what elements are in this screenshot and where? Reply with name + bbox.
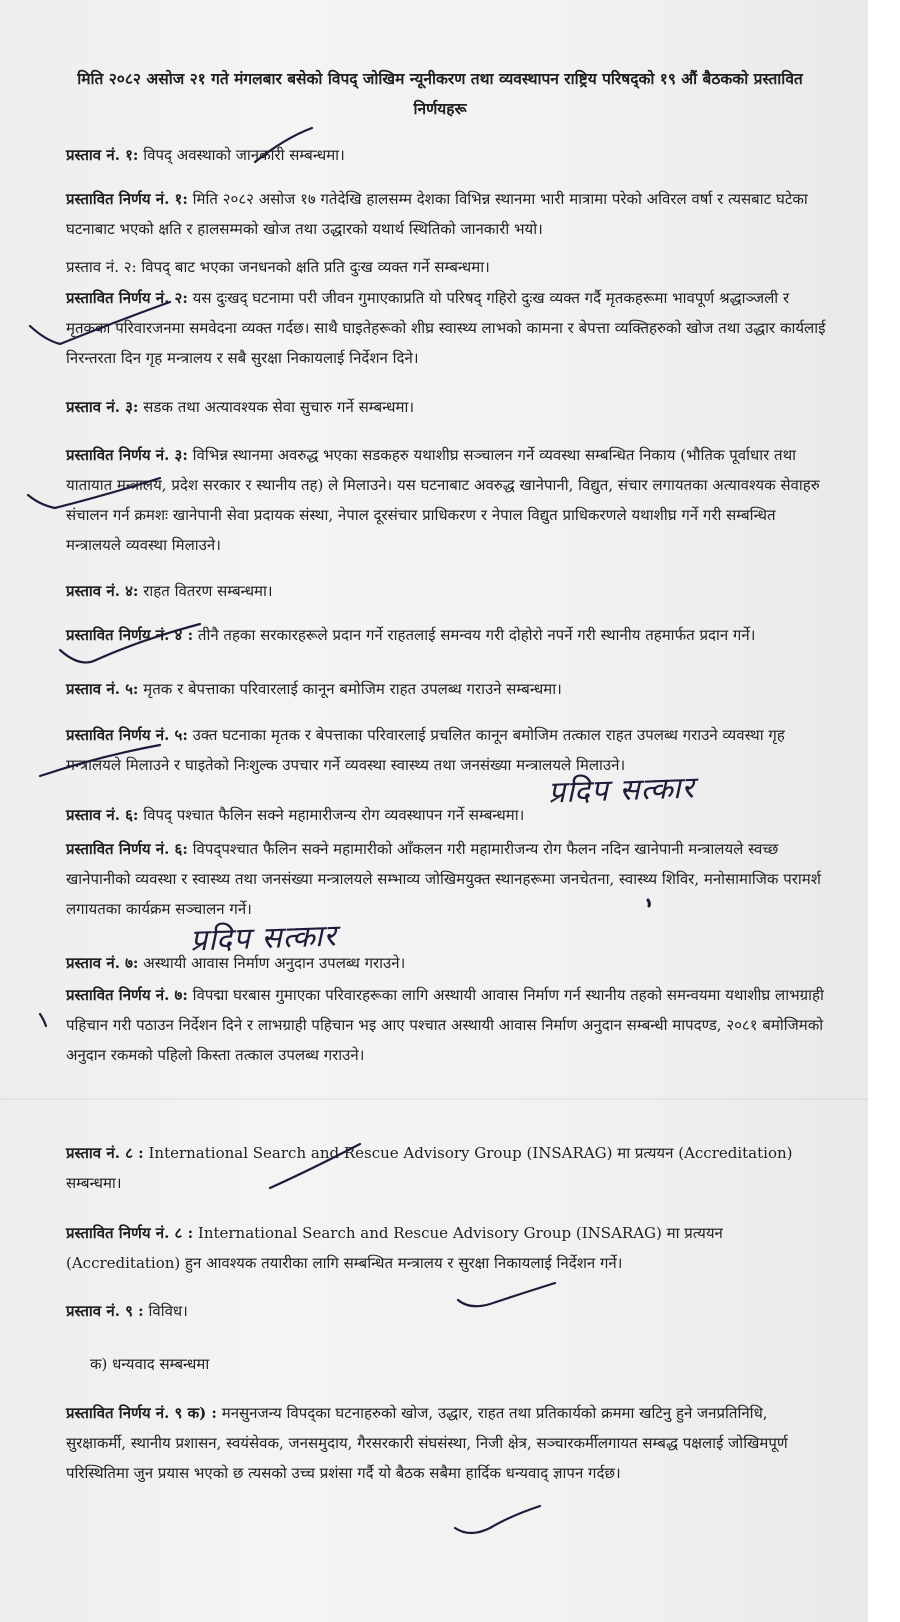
proposal-4 [66, 576, 826, 606]
proposal-9 [66, 1296, 826, 1326]
decision-label: प्रस्तावित निर्णय नं. ९ क) : [66, 1404, 217, 1422]
handwritten-signature-note: प्रदिप सत्कार [547, 770, 696, 811]
proposal-text: अस्थायी आवास निर्माण अनुदान उपलब्ध गराउने। [143, 954, 406, 972]
proposal-8 [66, 1138, 826, 1198]
proposal-label: प्रस्ताव नं. ६: [66, 806, 139, 824]
proposal-label: प्रस्ताव नं. २: [66, 258, 137, 276]
proposal-3 [66, 392, 826, 422]
decision-text: यस दुःखद् घटनामा परी जीवन गुमाएकाप्रति यो परिषद् गहिरो दुःख व्यक्त गर्दै मृतकहरूमा भावपूर्ण श्रद्धाञ्जली र मृतकका परिवारजनमा समवेदना व्यक्त गर्दछ। साथै घाइतेहरूको शीघ्र स्वास्थ्य लाभको कामना र बेपत्ता व्यक्तिहरुको खोज तथा उद्धार कार्यलाई निरन्तरता दिन गृह मन्त्रालय र सबै सुरक्षा निकायलाई निर्देशन दिने। [66, 289, 826, 367]
proposal-label: प्रस्ताव नं. ७: [66, 954, 139, 972]
decision-7 [66, 980, 826, 1070]
decision-2 [66, 283, 826, 373]
decision-text: International Search and Rescue Advisory Group (INSARAG) मा प्रत्ययन (Accreditation) हुन आवश्यक तयारीका लागि सम्बन्धित मन्त्रालय र सुरक्षा निकायलाई निर्देशन गर्ने। [66, 1224, 723, 1272]
background-gap [868, 0, 900, 1622]
proposal-label: प्रस्ताव नं. ४: [66, 582, 139, 600]
document-title: मिति २०८२ असोज २१ गते मंगलबार बसेको विपद् जोखिम न्यूनीकरण तथा व्यवस्थापन राष्ट्रिय परिषद्को १९ औं बैठकको प्रस्तावित निर्णयहरू [77, 69, 803, 118]
decision-label: प्रस्तावित निर्णय नं. ३: [66, 446, 188, 464]
decision-label: प्रस्तावित निर्णय नं. ७: [66, 986, 188, 1004]
decision-label: प्रस्तावित निर्णय नं. ५: [66, 726, 188, 744]
proposal-label: प्रस्ताव नं. ३: [66, 398, 139, 416]
decision-4 [66, 620, 826, 650]
proposal-label: प्रस्ताव नं. ५: [66, 680, 139, 698]
decision-8 [66, 1218, 826, 1278]
decision-6 [66, 834, 826, 924]
proposal-text: विविध। [148, 1302, 188, 1320]
decision-text: मिति २०८२ असोज १७ गतेदेखि हालसम्म देशका विभिन्न स्थानमा भारी मात्रामा परेको अविरल वर्षा र त्यसबाट घटेका घटनाबाट भएको क्षति र हालसम्मको खोज तथा उद्धारको यथार्थ स्थितिको जानकारी भयो। [66, 190, 808, 238]
proposal-1 [66, 140, 826, 170]
decision-label: प्रस्तावित निर्णय नं. ८ : [66, 1224, 194, 1242]
decision-3 [66, 440, 826, 560]
proposal-text: विपद् अवस्थाको जानकारी सम्बन्धमा। [143, 146, 345, 164]
proposal-2 [66, 252, 826, 282]
decision-label: प्रस्तावित निर्णय नं. ६: [66, 840, 188, 858]
proposal-text: International Search and Rescue Advisory Group (INSARAG) मा प्रत्ययन (Accreditation) सम्बन्धमा। [66, 1144, 793, 1192]
proposal-7 [66, 948, 826, 978]
proposal-text: राहत वितरण सम्बन्धमा। [143, 582, 273, 600]
decision-text: उक्त घटनाका मृतक र बेपत्ताका परिवारलाई प्रचलित कानून बमोजिम तत्काल राहत उपलब्ध गराउने व्यवस्था गृह मन्त्रालयले मिलाउने र घाइतेको निःशुल्क उपचार गर्ने व्यवस्था स्वास्थ्य तथा जनसंख्या मन्त्रालयले मिलाउने। [66, 726, 785, 774]
proposal-text: विपद् पश्चात फैलिन सक्ने महामारीजन्य रोग व्यवस्थापन गर्ने सम्बन्धमा। [143, 806, 525, 824]
decision-text: मनसुनजन्य विपद्का घटनाहरुको खोज, उद्धार, राहत तथा प्रतिकार्यको क्रममा खटिनु हुने जनप्रतिनिधि, सुरक्षाकर्मी, स्थानीय प्रशासन, स्वयंसेवक, जनसमुदाय, गैरसरकारी संघसंस्था, निजी क्षेत्र, सञ्चारकर्मीलगायत सम्बद्ध पक्षलाई जोखिमपूर्ण परिस्थितिमा जुन प्रयास भएको छ त्यसको उच्च प्रशंसा गर्दै यो बैठक सबैमा हार्दिक धन्यवाद् ज्ञापन गर्दछ। [66, 1404, 788, 1482]
decision-5 [66, 720, 826, 780]
subitem-ka: क) धन्यवाद सम्बन्धमा [90, 1355, 210, 1373]
decision-text: विपद्मा घरबास गुमाएका परिवारहरूका लागि अस्थायी आवास निर्माण गर्न स्थानीय तहको समन्वयमा यथाशीघ्र लाभग्राही पहिचान गरी पठाउन निर्देशन दिने र लाभग्राही पहिचान भइ आए पश्चात अस्थायी आवास निर्माण अनुदान सम्बन्धी मापदण्ड, २०८१ बमोजिमको अनुदान रकमको पहिलो किस्ता तत्काल उपलब्ध गराउने। [66, 986, 824, 1064]
proposal-6 [66, 800, 826, 830]
proposal-label: प्रस्ताव नं. ८ : [66, 1144, 144, 1162]
decision-text: विभिन्न स्थानमा अवरुद्ध भएका सडकहरु यथाशीघ्र सञ्चालन गर्ने व्यवस्था सम्बन्धित निकाय (भौतिक पूर्वाधार तथा यातायात मन्त्रालय, प्रदेश सरकार र स्थानीय तह) ले मिलाउने। यस घटनाबाट अवरुद्ध खानेपानी, विद्युत, संचार लगायतका अत्यावश्यक सेवाहरु संचालन गर्न क्रमशः खानेपानी सेवा प्रदायक संस्था, नेपाल दूरसंचार प्राधिकरण र नेपाल विद्युत प्राधिकरणले यथाशीघ्र गर्ने गरी सम्बन्धित मन्त्रालयले व्यवस्था मिलाउने। [66, 446, 820, 554]
handwritten-signature-note: प्रदिप सत्कार [189, 918, 338, 959]
proposal-text: विपद् बाट भएका जनधनको क्षति प्रति दुःख व्यक्त गर्ने सम्बन्धमा। [141, 258, 490, 276]
decision-text: तीनै तहका सरकारहरूले प्रदान गर्ने राहतलाई समन्वय गरी दोहोरो नपर्ने गरी स्थानीय तहमार्फत प्रदान गर्ने। [197, 626, 756, 644]
proposal-label: प्रस्ताव नं. १: [66, 146, 139, 164]
decision-label: प्रस्तावित निर्णय नं. २: [66, 289, 188, 307]
proposal-5 [66, 674, 826, 704]
decision-label: प्रस्तावित निर्णय नं. १: [66, 190, 188, 208]
proposal-label: प्रस्ताव नं. ९ : [66, 1302, 144, 1320]
proposal-text: सडक तथा अत्यावश्यक सेवा सुचारु गर्ने सम्बन्धमा। [143, 398, 415, 416]
decision-9 [66, 1398, 826, 1488]
decision-text: विपद्पश्चात फैलिन सक्ने महामारीको आँकलन गरी महामारीजन्य रोग फैलन नदिन खानेपानी मन्त्रालयले स्वच्छ खानेपानीको व्यवस्था र स्वास्थ्य तथा जनसंख्या मन्त्रालयले सम्भाव्य जोखिमयुक्त स्थानहरूमा जनचेतना, स्वास्थ्य शिविर, मनोसामाजिक परामर्श लगायतका कार्यक्रम सञ्चालन गर्ने। [66, 840, 821, 918]
proposal-text: मृतक र बेपत्ताका परिवारलाई कानून बमोजिम राहत उपलब्ध गराउने सम्बन्धमा। [143, 680, 562, 698]
decision-label: प्रस्तावित निर्णय नं. ४ : [66, 626, 194, 644]
decision-1 [66, 184, 826, 244]
